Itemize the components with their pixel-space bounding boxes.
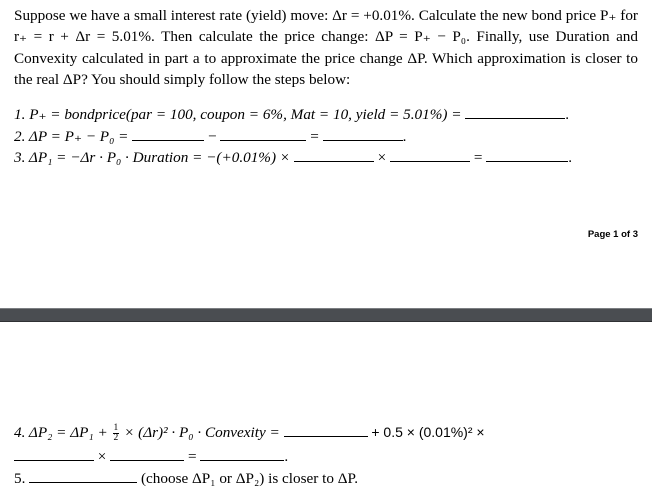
step-3-blank-result[interactable] bbox=[486, 147, 568, 162]
step-2-line: 2. ΔP = P₊ − P₀ = − = . bbox=[14, 128, 407, 145]
step-2-blank-p-plus[interactable] bbox=[132, 126, 204, 141]
step-1-answer-blank[interactable] bbox=[465, 104, 565, 119]
one-half-fraction: $\frac{1}{2}$ bbox=[113, 423, 119, 444]
page-number-label: Page 1 of 3 bbox=[587, 229, 638, 240]
step-5-text: (choose ΔP₁ or ΔP₂) is closer to ΔP. bbox=[140, 470, 359, 487]
step-4-line: 4. ΔP₂ = ΔP₁ + $\frac{1}{2}$ × (Δr)² · P₀ · Convexity = + 0.5 × (0.01%)² × bbox=[14, 423, 485, 444]
step-4-blank-p0[interactable] bbox=[284, 422, 368, 437]
step-4-continuation-line: × = . bbox=[14, 446, 288, 466]
page-separator bbox=[0, 308, 652, 322]
step-2-blank-result[interactable] bbox=[323, 126, 403, 141]
step-1-formula: 1. P₊ = bondprice(par = 100, coupon = 6%, Mat = 10, yield = 5.01%) = bbox=[14, 106, 462, 123]
step-3-formula: 3. ΔP₁ = −Δr · P₀ · Duration = −(+0.01%) × bbox=[14, 149, 291, 166]
step-2-blank-p0[interactable] bbox=[220, 126, 306, 141]
pdf-page-2 bbox=[0, 322, 652, 493]
step-1-line: 1. P₊ = bondprice(par = 100, coupon = 6%, Mat = 10, yield = 5.01%) = . bbox=[14, 106, 570, 123]
step-5-answer-blank[interactable] bbox=[29, 468, 137, 483]
step-3-blank-duration[interactable] bbox=[390, 147, 470, 162]
step-4-blank-first[interactable] bbox=[14, 446, 94, 461]
problem-intro-paragraph: Suppose we have a small interest rate (yield) move: Δr = +0.01%. Calculate the new bond price P₊ for r₊ = r + Δr = 5.01%. Then calculate the price change: ΔP = P₊ − P₀. Finally, use Duration and Convexity calculated in part a to approximate the price change ΔP. Which approximation is closer to the real ΔP? You should simply follow the steps below: bbox=[14, 7, 638, 89]
step-3-line: 3. ΔP₁ = −Δr · P₀ · Duration = −(+0.01%) × × = . bbox=[14, 149, 572, 166]
step-4-blank-convexity[interactable] bbox=[110, 446, 184, 461]
step-3-blank-p0[interactable] bbox=[294, 147, 374, 162]
step-5-line: 5. (choose ΔP₁ or ΔP₂) is closer to ΔP. bbox=[14, 470, 359, 487]
step-2-formula: 2. ΔP = P₊ − P₀ = bbox=[14, 128, 129, 145]
step-4-blank-result[interactable] bbox=[200, 446, 284, 461]
